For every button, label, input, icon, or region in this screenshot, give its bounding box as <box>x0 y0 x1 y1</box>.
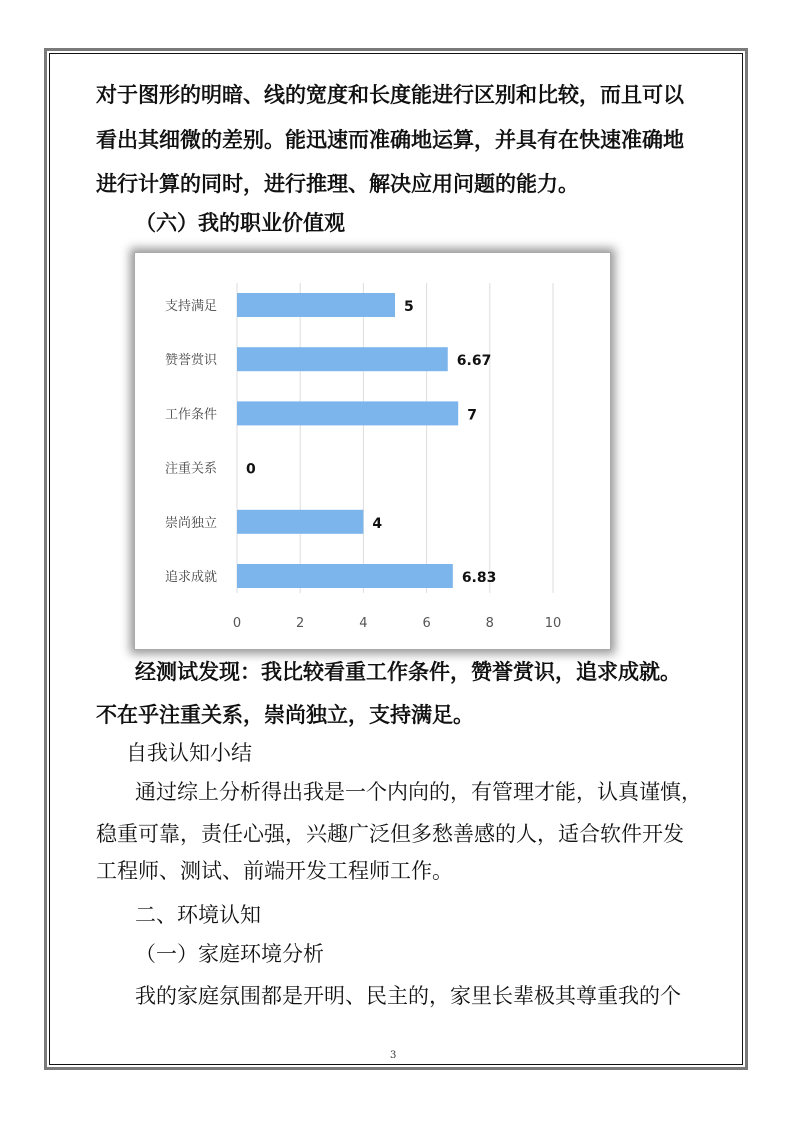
data-label: 4 <box>372 515 383 532</box>
paragraph-line: 通过综上分析得出我是一个内向的，有管理才能，认真谨慎， <box>135 780 702 804</box>
category-label: 追求成就 <box>164 570 217 585</box>
subsection-heading: （一）家庭环境分析 <box>135 942 324 966</box>
x-tick-label: 8 <box>485 616 494 631</box>
category-label: 注重关系 <box>164 461 217 477</box>
paragraph-line: 看出其细微的差别。能迅速而准确地运算，并具有在快速准确地 <box>96 128 684 152</box>
bar <box>237 564 453 588</box>
paragraph-line: 进行计算的同时，进行推理、解决应用问题的能力。 <box>96 172 579 196</box>
data-label: 7 <box>467 407 477 424</box>
section-heading: （六）我的职业价值观 <box>135 211 345 235</box>
x-tick-label: 0 <box>232 616 242 631</box>
data-label: 6.67 <box>456 353 492 370</box>
bar <box>237 401 458 425</box>
category-label: 支持满足 <box>164 299 217 314</box>
x-tick-label: 6 <box>422 616 431 631</box>
subsection-heading: 自我认知小结 <box>126 741 252 765</box>
data-label: 5 <box>404 299 414 315</box>
paragraph-line: 不在乎注重关系，崇尚独立，支持满足。 <box>96 703 474 727</box>
paragraph-line: 经测试发现：我比较看重工作条件，赞誉赏识，追求成就。 <box>135 660 681 684</box>
paragraph-line: 我的家庭氛围都是开明、民主的，家里长辈极其尊重我的个 <box>135 984 681 1008</box>
bar-chart <box>134 252 611 650</box>
data-label: 0 <box>246 461 256 478</box>
bar <box>237 293 395 317</box>
page-number: 3 <box>390 1050 397 1061</box>
bar <box>237 347 448 371</box>
data-label: 6.83 <box>461 570 497 586</box>
x-tick-label: 4 <box>359 616 368 631</box>
chart-svg <box>135 253 610 649</box>
bar <box>237 510 363 534</box>
category-label: 崇尚独立 <box>164 515 217 531</box>
paragraph-line: 对于图形的明暗、线的宽度和长度能进行区别和比较，而且可以 <box>96 83 684 107</box>
paragraph-line: 稳重可靠，责任心强，兴趣广泛但多愁善感的人，适合软件开发 <box>96 822 684 846</box>
x-tick-label: 2 <box>296 616 305 631</box>
x-tick-label: 10 <box>544 616 562 631</box>
category-label: 赞誉赏识 <box>164 353 217 369</box>
category-label: 工作条件 <box>164 407 217 423</box>
section-heading: 二、环境认知 <box>135 903 261 927</box>
paragraph-line: 工程师、测试、前端开发工程师工作。 <box>96 859 453 883</box>
